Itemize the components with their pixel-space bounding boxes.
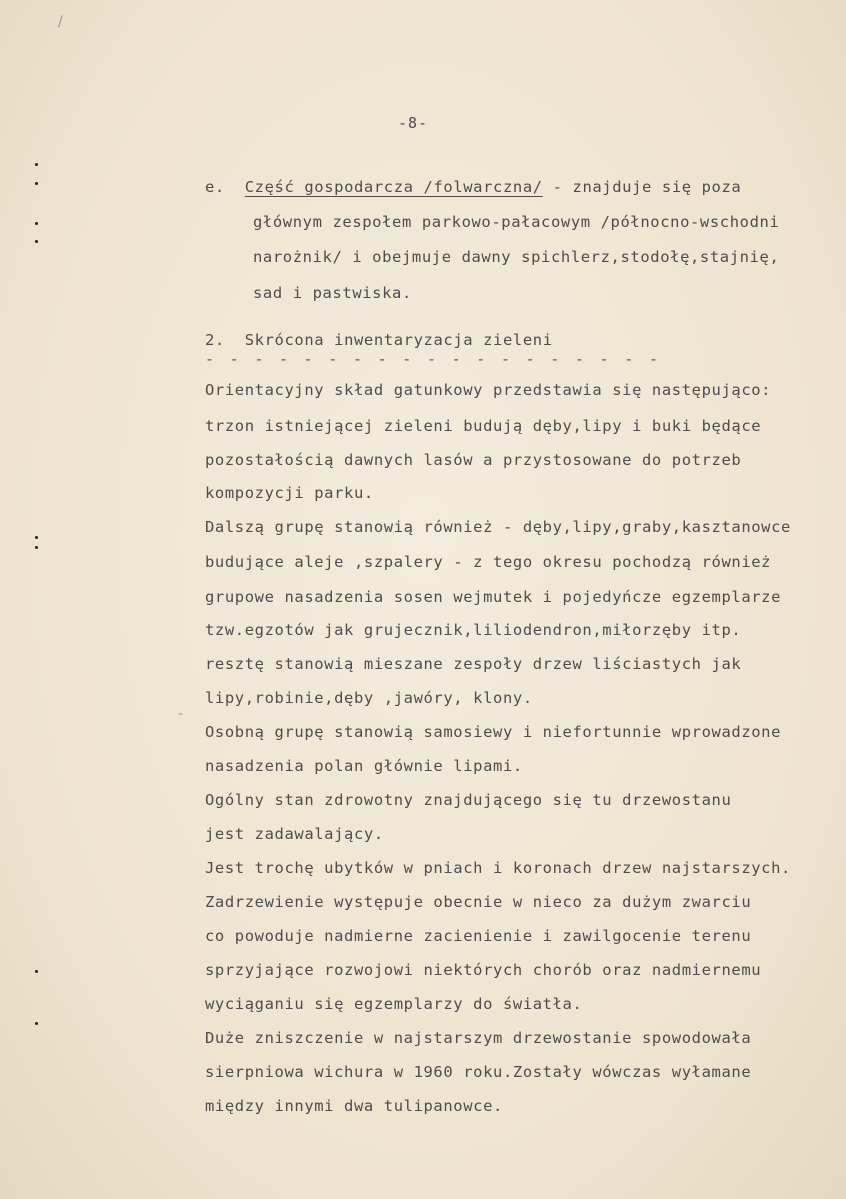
body-line: co powoduje nadmierne zacienienie i zawilgocenie terenu [205, 927, 752, 945]
body-line: sierpniowa wichura w 1960 roku.Zostały wówczas wyłamane [205, 1063, 752, 1081]
body-line: resztę stanowią mieszane zespoły drzew liściastych jak [205, 655, 742, 673]
body-line: Zadrzewienie występuje obecnie w nieco za dużym zwarciu [205, 893, 752, 911]
section-heading [205, 330, 553, 350]
section-underline: - - - - - - - - - - - - - - - - - - - [205, 350, 662, 368]
body-line: lipy,robinie,dęby ,jawóry, klony. [205, 689, 533, 707]
binding-hole-dot [35, 970, 38, 973]
item-e-line: głównym zespołem parkowo-pałacowym /północno-wschodni [253, 213, 780, 231]
section-number: 2. [205, 331, 225, 349]
body-line: Osobną grupę stanowią samosiewy i niefortunnie wprowadzone [205, 723, 782, 741]
body-line: Orientacyjny skład gatunkowy przedstawia się następująco: [205, 381, 772, 399]
body-line: między innymi dwa tulipanowce. [205, 1097, 503, 1115]
binding-hole-dot [35, 546, 38, 549]
page-number: -8- [398, 114, 429, 132]
binding-hole-dot [35, 222, 38, 225]
pencil-mark: / [58, 14, 63, 30]
pencil-mark: - [178, 706, 184, 722]
binding-hole-dot [35, 1022, 38, 1025]
body-line: Ogólny stan zdrowotny znajdującego się tu drzewostanu [205, 791, 732, 809]
binding-hole-dot [35, 182, 38, 185]
body-line: jest zadawalający. [205, 825, 384, 843]
body-line: trzon istniejącej zieleni budują dęby,lipy i buki będące [205, 417, 762, 435]
body-line: sprzyjające rozwojowi niektórych chorób oraz nadmiernemu [205, 961, 762, 979]
body-line: Duże zniszczenie w najstarszym drzewostanie spowodowała [205, 1029, 752, 1047]
item-e-line [205, 177, 741, 197]
binding-hole-dot [35, 536, 38, 539]
item-e-label: e. [205, 178, 225, 196]
body-line: Jest trochę ubytków w pniach i koronach drzew najstarszych. [205, 859, 791, 877]
body-line: budujące aleje ,szpalery - z tego okresu pochodzą również [205, 553, 772, 571]
body-line: Dalszą grupę stanowią również - dęby,lipy,graby,kasztanowce [205, 518, 791, 536]
item-e-title: Część gospodarcza /folwarczna/ [244, 178, 543, 196]
body-line: kompozycji parku. [205, 484, 374, 502]
binding-hole-dot [35, 163, 38, 166]
item-e-line1-rest: - znajduje się poza [542, 178, 742, 196]
body-line: wyciąganiu się egzemplarzy do światła. [205, 995, 583, 1013]
item-e-line: narożnik/ i obejmuje dawny spichlerz,stodołę,stajnię, [253, 248, 780, 266]
item-e-line: sad i pastwiska. [253, 284, 412, 302]
body-line: pozostałością dawnych lasów a przystosowane do potrzeb [205, 451, 742, 469]
body-line: nasadzenia polan głównie lipami. [205, 757, 523, 775]
body-line: tzw.egzotów jak grujecznik,liliodendron,miłorzęby itp. [205, 621, 742, 639]
binding-hole-dot [35, 240, 38, 243]
body-line: grupowe nasadzenia sosen wejmutek i pojedyńcze egzemplarze [205, 588, 782, 606]
section-title: Skrócona inwentaryzacja zieleni [244, 331, 553, 349]
